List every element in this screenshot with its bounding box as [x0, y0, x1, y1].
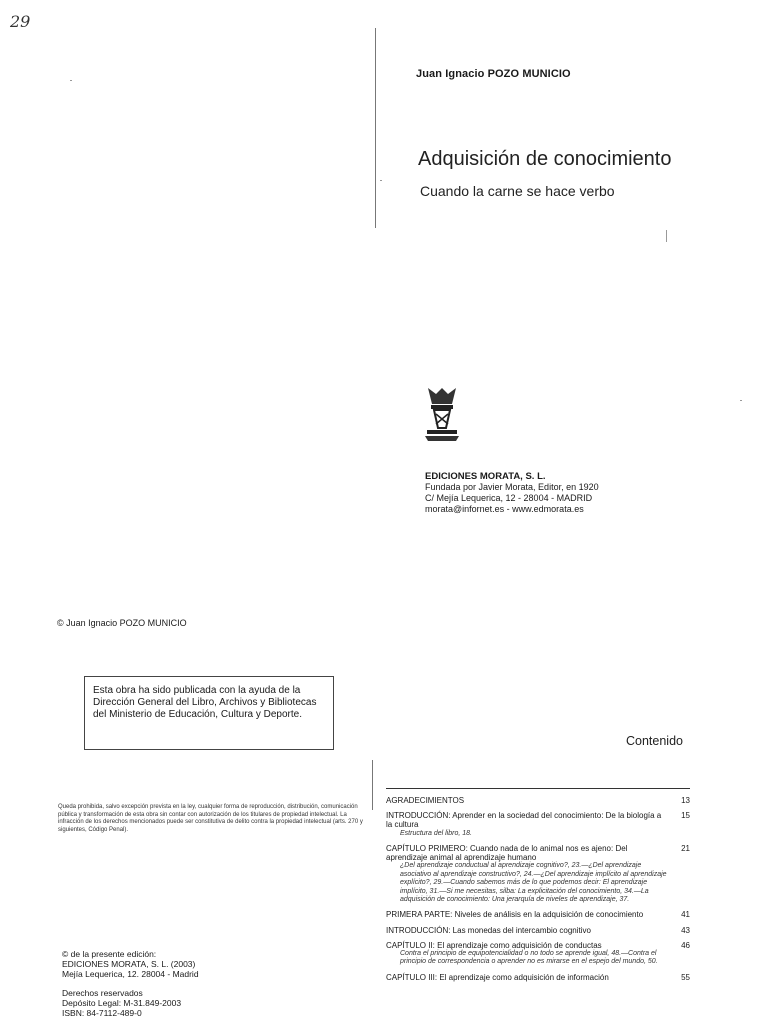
- toc-entry-page: 46: [681, 940, 690, 950]
- publisher-name: EDICIONES MORATA, S. L.: [425, 471, 546, 482]
- toc-entry: [386, 910, 690, 919]
- edition-line-3: Mejía Lequerica, 12. 28004 - Madrid: [62, 968, 199, 979]
- edition-line-1: © de la presente edición:: [62, 949, 157, 959]
- table-of-contents: [386, 796, 690, 988]
- toc-entry-title: CAPÍTULO II: El aprendizaje como adquisición de conductas: [386, 940, 602, 950]
- toc-entry-title: CAPÍTULO III: El aprendizaje como adquisición de información: [386, 972, 609, 982]
- copyright-line: © Juan Ignacio POZO MUNICIO: [57, 618, 187, 628]
- edition-line-4: Derechos reservados: [62, 988, 143, 999]
- edition-info: [62, 950, 199, 1019]
- toc-entry-title: CAPÍTULO PRIMERO: Cuando nada de lo animal nos es ajeno: Del aprendizaje animal al aprendizaje humano: [386, 844, 628, 863]
- scan-speck: [380, 180, 382, 181]
- contents-rule: [386, 788, 690, 789]
- toc-entry-page: 13: [681, 796, 690, 805]
- toc-entry-page: 55: [681, 972, 690, 982]
- toc-entry-subtopics: ¿Del aprendizaje conductual al aprendizaje cognitivo?, 23.—¿Del aprendizaje asociativo al aprendizaje constructivo?, 24.—¿Del aprendizaje implícito al aprendizaje explícito?, 29.—Cuando sabemos más de lo que podemos decir: El aprendizaje implícito, 31.—Si me necesitas, silba: La explicitación del conocimiento, 34.—La adquisición de conocimiento: Una jerarquía de niveles de aprendizaje, 37.: [400, 862, 667, 904]
- toc-entry: [386, 844, 690, 904]
- page-fold-line-bottom: [372, 760, 373, 810]
- book-author: Juan Ignacio POZO MUNICIO: [416, 68, 571, 80]
- toc-entry-subtopics: Estructura del libro, 18.: [400, 829, 472, 837]
- scan-speck: [740, 400, 742, 401]
- book-subtitle: Cuando la carne se hace verbo: [420, 183, 615, 199]
- toc-entry: [386, 796, 690, 805]
- scan-speck: [70, 80, 72, 81]
- publisher-address: C/ Mejía Lequerica, 12 - 28004 - MADRID: [425, 493, 593, 503]
- handwritten-page-number: 29: [10, 12, 31, 31]
- edition-line-5: Depósito Legal: M-31.849-2003: [62, 998, 182, 1009]
- publisher-contact: morata@infornet.es - www.edmorata.es: [425, 504, 584, 514]
- publisher-logo-icon: [422, 384, 462, 442]
- contents-heading: Contenido: [626, 734, 683, 748]
- grant-notice-box: Esta obra ha sido publicada con la ayuda de la Dirección General del Libro, Archivos y Bibliotecas del Ministerio de Educación, Cultura y Deporte.: [84, 676, 334, 750]
- book-title: Adquisición de conocimiento: [418, 148, 672, 170]
- publisher-info: [425, 471, 599, 515]
- scan-speck: [666, 230, 667, 242]
- toc-entry-page: 41: [681, 910, 690, 920]
- toc-entry-title: INTRODUCCIÓN: Las monedas del intercambio cognitivo: [386, 925, 591, 935]
- edition-line-6: ISBN: 84-7112-489-0: [62, 1007, 142, 1018]
- toc-entry-subtopics: Contra el principio de equipotencialidad o no todo se aprende igual, 48.—Contra el principio de correspondencia o aprender no es mirarse en el espejo del mundo, 50.: [400, 950, 658, 966]
- legal-notice: Queda prohibida, salvo excepción prevista en la ley, cualquier forma de reproducción, distribución, comunicación pública y transformación de esta obra sin contar con autorización de los titulares de propiedad intelectual. La infracción de los derechos mencionados puede ser constitutiva de delito contra la propiedad intelectual (arts. 270 y siguientes, Código Penal).: [58, 804, 363, 833]
- toc-entry: [386, 926, 690, 935]
- publisher-founded: Fundada por Javier Morata, Editor, en 1920: [425, 482, 599, 492]
- toc-entry: [386, 811, 690, 838]
- toc-entry: [386, 973, 690, 982]
- toc-entry-title: AGRADECIMIENTOS: [386, 796, 465, 805]
- toc-entry-page: 43: [681, 925, 690, 935]
- toc-entry: [386, 941, 690, 967]
- toc-entry-page: 21: [681, 844, 690, 854]
- edition-line-2: EDICIONES MORATA, S. L. (2003): [62, 958, 196, 969]
- toc-entry-title: INTRODUCCIÓN: Aprender en la sociedad del conocimiento: De la biología a la cultura: [386, 811, 662, 830]
- page-fold-line-top: [375, 28, 376, 228]
- toc-entry-title: PRIMERA PARTE: Niveles de análisis en la adquisición de conocimiento: [386, 910, 644, 920]
- toc-entry-page: 15: [681, 811, 690, 821]
